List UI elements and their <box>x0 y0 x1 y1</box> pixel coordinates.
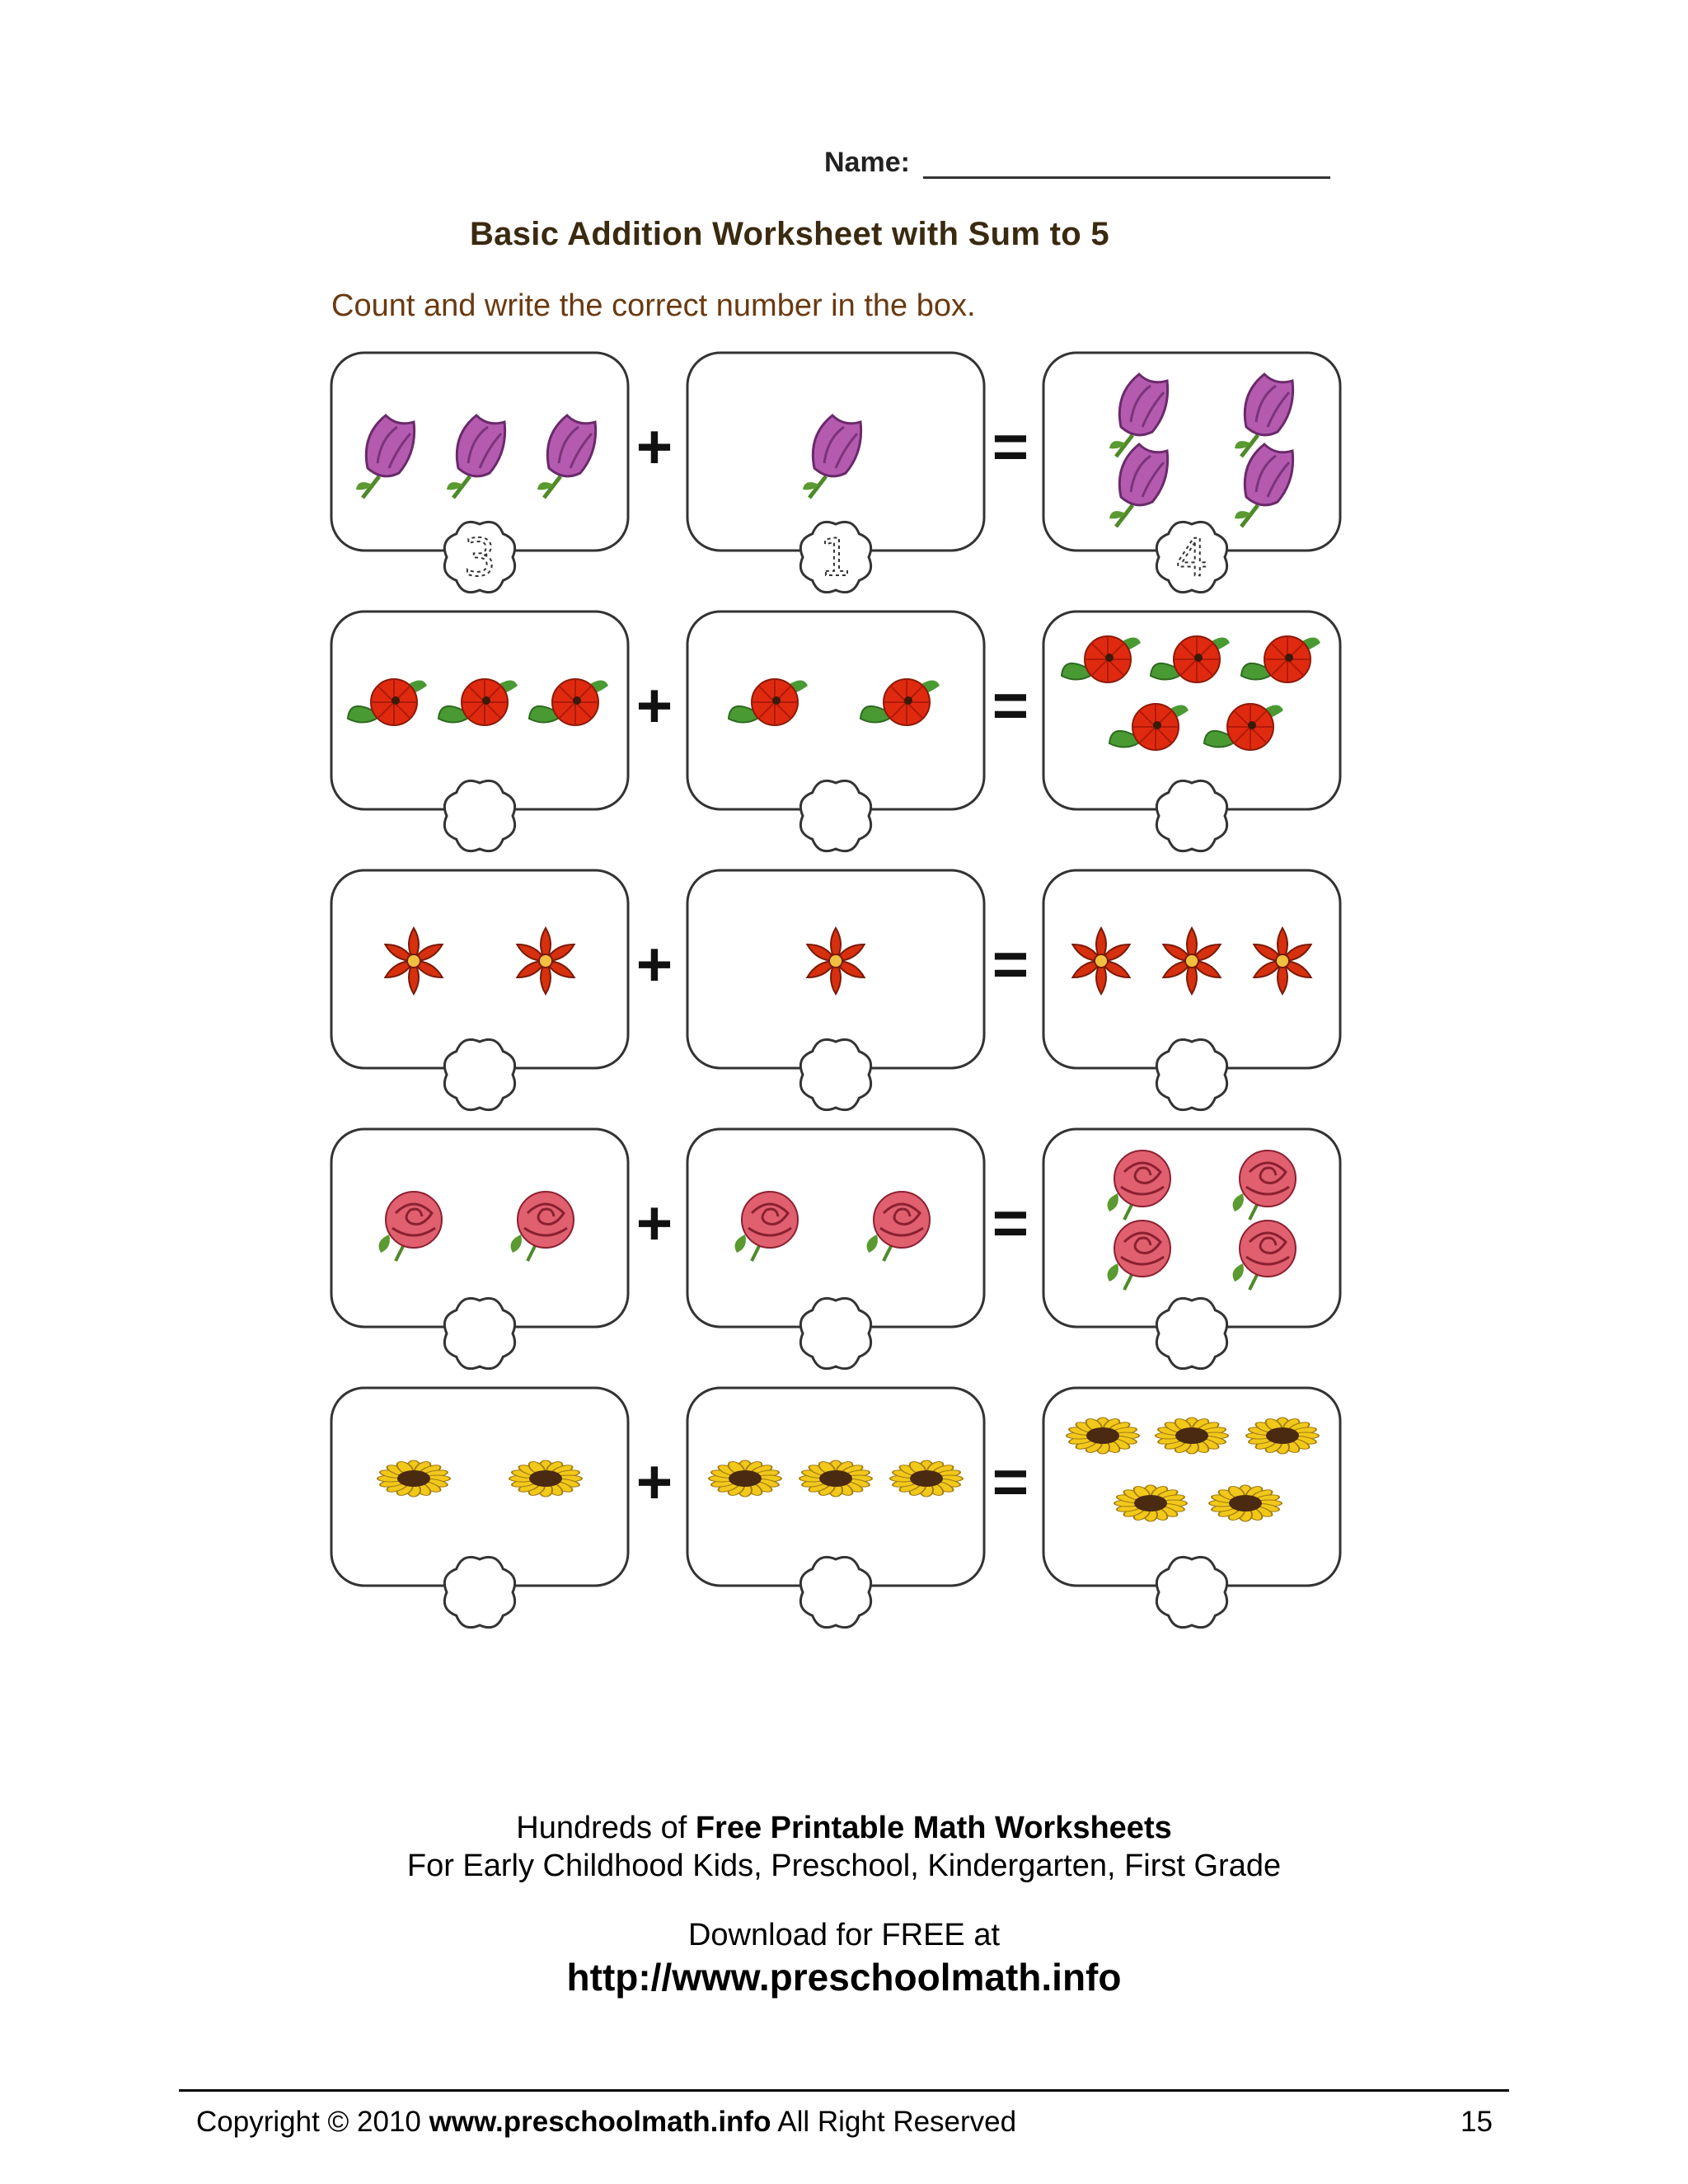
traced-answer: 1 <box>819 527 852 588</box>
sunflower-icon <box>1114 1485 1187 1521</box>
sunflower-icon <box>890 1460 963 1497</box>
count-box <box>331 612 628 851</box>
footer-url-link[interactable]: http://www.preschoolmath.info <box>566 1956 1122 1999</box>
copyright-prefix: Copyright © 2010 <box>196 2106 429 2138</box>
sunflower-icon <box>1246 1418 1319 1454</box>
count-box <box>1043 353 1340 593</box>
problem-row <box>331 612 1340 851</box>
count-box-frame <box>331 1129 628 1327</box>
sunflower-icon <box>1067 1418 1139 1454</box>
sunflower-icon <box>1156 1418 1228 1454</box>
sunflower-icon <box>509 1460 582 1497</box>
count-box-frame <box>331 870 628 1068</box>
footer-line-1-prefix: Hundreds of <box>516 1811 696 1845</box>
sunflower-icon <box>709 1460 781 1497</box>
problem-row <box>331 1388 1340 1628</box>
count-box <box>687 612 984 851</box>
equals-sign: = <box>992 1188 1029 1258</box>
count-box <box>687 1388 984 1628</box>
sunflower-icon <box>1209 1485 1282 1521</box>
copyright-divider <box>179 2089 1509 2092</box>
count-box <box>687 1129 984 1369</box>
count-box <box>1043 870 1340 1110</box>
footer-line-3: Download for FREE at <box>687 1918 1001 1952</box>
count-box <box>331 1388 628 1628</box>
plus-sign: + <box>635 1188 673 1258</box>
worksheet-title: Basic Addition Worksheet with Sum to 5 <box>470 216 1109 252</box>
count-box-frame <box>1043 1129 1340 1327</box>
count-box <box>331 1129 628 1369</box>
equals-sign: = <box>992 1447 1029 1517</box>
count-box <box>687 353 984 593</box>
footer <box>0 1809 1688 2000</box>
count-box-frame <box>331 1388 628 1586</box>
copyright-suffix: All Right Reserved <box>771 2106 1017 2138</box>
count-box <box>1043 1129 1340 1369</box>
problem-row <box>331 1129 1340 1369</box>
count-box <box>687 870 984 1110</box>
count-box-frame <box>1043 353 1340 551</box>
footer-line-1-bold: Free Printable Math Worksheets <box>695 1811 1172 1845</box>
count-box-frame <box>687 1129 984 1327</box>
problem-row <box>331 353 1340 593</box>
sunflower-icon <box>799 1460 872 1497</box>
count-box <box>331 870 628 1110</box>
equals-sign: = <box>992 671 1029 741</box>
count-box <box>1043 612 1340 851</box>
count-box <box>1043 1388 1340 1628</box>
sunflower-icon <box>377 1460 450 1497</box>
name-label: Name: <box>824 147 910 178</box>
equals-sign: = <box>992 930 1029 1000</box>
copyright-text <box>196 2106 1016 2139</box>
count-box <box>331 353 628 593</box>
footer-line-2: For Early Childhood Kids, Preschool, Kindergarten, First Grade <box>406 1849 1282 1883</box>
copyright-site: www.preschoolmath.info <box>429 2106 771 2138</box>
problem-row <box>331 870 1340 1110</box>
traced-answer: 3 <box>463 527 496 588</box>
traced-answer: 4 <box>1175 527 1208 588</box>
plus-sign: + <box>635 671 673 741</box>
equals-sign: = <box>992 412 1029 482</box>
instruction-text: Count and write the correct number in the box. <box>331 288 976 323</box>
footer-line-1 <box>0 1809 1688 1847</box>
page-number: 15 <box>1461 2106 1493 2138</box>
plus-sign: + <box>635 930 673 1000</box>
plus-sign: + <box>635 1447 673 1517</box>
plus-sign: + <box>635 412 673 482</box>
